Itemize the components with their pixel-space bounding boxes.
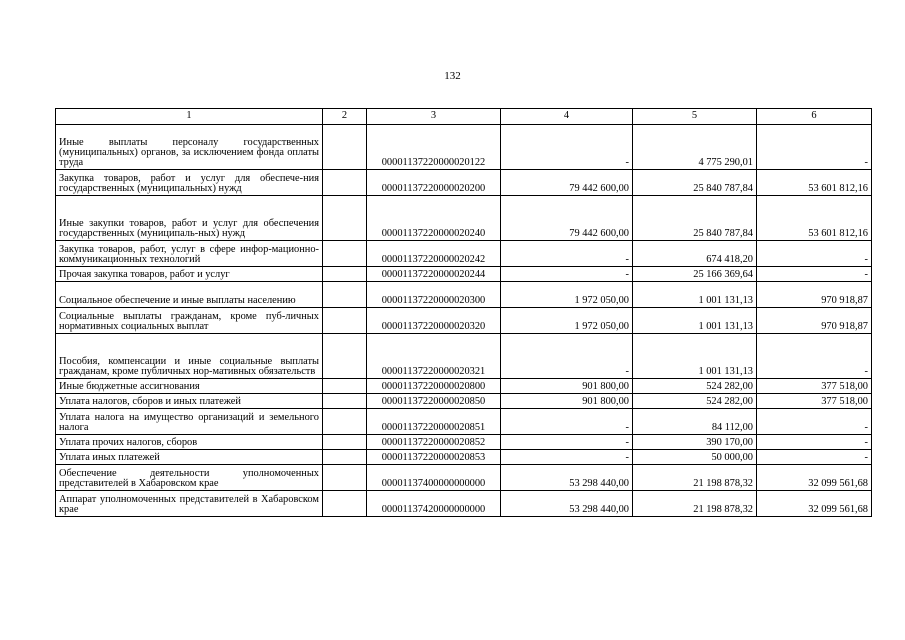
row-code: 00001137220000020300 — [367, 282, 501, 308]
row-approved: 901 800,00 — [501, 394, 633, 409]
row-remaining: - — [757, 435, 872, 450]
row-name: Социальное обеспечение и иные выплаты населению — [56, 282, 323, 308]
row-approved: 53 298 440,00 — [501, 465, 633, 491]
table-header-row — [56, 109, 872, 125]
row-name: Закупка товаров, работ и услуг для обеспече-ния государственных (муниципальных) нужд — [56, 170, 323, 196]
row-executed: 1 001 131,13 — [633, 282, 757, 308]
row-executed: 84 112,00 — [633, 409, 757, 435]
row-col2 — [323, 450, 367, 465]
table-row — [56, 450, 872, 465]
row-approved: 1 972 050,00 — [501, 308, 633, 334]
row-name: Аппарат уполномоченных представителей в Хабаровском крае — [56, 491, 323, 517]
row-name: Уплата иных платежей — [56, 450, 323, 465]
row-code: 00001137220000020851 — [367, 409, 501, 435]
row-col2 — [323, 334, 367, 379]
row-code: 00001137220000020244 — [367, 267, 501, 282]
row-name: Уплата прочих налогов, сборов — [56, 435, 323, 450]
table-row — [56, 125, 872, 170]
row-executed: 524 282,00 — [633, 394, 757, 409]
row-remaining: 970 918,87 — [757, 282, 872, 308]
row-approved: - — [501, 450, 633, 465]
column-header-1: 1 — [56, 109, 323, 125]
row-executed: 25 166 369,64 — [633, 267, 757, 282]
row-remaining: - — [757, 450, 872, 465]
row-remaining: 32 099 561,68 — [757, 465, 872, 491]
row-code: 00001137220000020242 — [367, 241, 501, 267]
row-code: 00001137220000020240 — [367, 196, 501, 241]
row-remaining: - — [757, 125, 872, 170]
row-name: Уплата налогов, сборов и иных платежей — [56, 394, 323, 409]
budget-execution-table — [55, 108, 872, 517]
row-approved: 901 800,00 — [501, 379, 633, 394]
row-executed: 1 001 131,13 — [633, 334, 757, 379]
page-number: 132 — [444, 70, 461, 82]
row-approved: - — [501, 125, 633, 170]
table-row — [56, 267, 872, 282]
row-executed: 25 840 787,84 — [633, 170, 757, 196]
row-remaining: - — [757, 267, 872, 282]
row-code: 00001137220000020800 — [367, 379, 501, 394]
row-col2 — [323, 196, 367, 241]
row-approved: - — [501, 267, 633, 282]
table-row — [56, 282, 872, 308]
row-col2 — [323, 491, 367, 517]
column-header-2: 2 — [323, 109, 367, 125]
column-header-6: 6 — [757, 109, 872, 125]
row-remaining: - — [757, 241, 872, 267]
row-executed: 25 840 787,84 — [633, 196, 757, 241]
table-row — [56, 334, 872, 379]
row-executed: 524 282,00 — [633, 379, 757, 394]
row-approved: 79 442 600,00 — [501, 170, 633, 196]
row-remaining: 377 518,00 — [757, 394, 872, 409]
row-col2 — [323, 282, 367, 308]
row-executed: 21 198 878,32 — [633, 491, 757, 517]
row-name: Уплата налога на имущество организаций и земельного налога — [56, 409, 323, 435]
row-name: Обеспечение деятельности уполномоченных представителей в Хабаровском крае — [56, 465, 323, 491]
row-remaining: 970 918,87 — [757, 308, 872, 334]
table-row — [56, 435, 872, 450]
row-executed: 4 775 290,01 — [633, 125, 757, 170]
table-row — [56, 394, 872, 409]
row-name: Иные закупки товаров, работ и услуг для обеспечения государственных (муниципаль-ных) нужд — [56, 196, 323, 241]
row-code: 00001137220000020850 — [367, 394, 501, 409]
row-name: Иные выплаты персоналу государственных (муниципальных) органов, за исключением фонда оплаты труда — [56, 125, 323, 170]
row-approved: - — [501, 409, 633, 435]
row-approved: - — [501, 334, 633, 379]
row-col2 — [323, 170, 367, 196]
row-name: Прочая закупка товаров, работ и услуг — [56, 267, 323, 282]
row-code: 00001137220000020853 — [367, 450, 501, 465]
table-row — [56, 379, 872, 394]
row-executed: 1 001 131,13 — [633, 308, 757, 334]
table-row — [56, 308, 872, 334]
row-code: 00001137220000020320 — [367, 308, 501, 334]
row-col2 — [323, 409, 367, 435]
table-row — [56, 241, 872, 267]
row-approved: - — [501, 435, 633, 450]
row-code: 00001137220000020122 — [367, 125, 501, 170]
table-row — [56, 465, 872, 491]
row-col2 — [323, 379, 367, 394]
row-executed: 674 418,20 — [633, 241, 757, 267]
row-col2 — [323, 267, 367, 282]
row-remaining: 53 601 812,16 — [757, 196, 872, 241]
row-code: 00001137220000020321 — [367, 334, 501, 379]
row-approved: - — [501, 241, 633, 267]
row-executed: 21 198 878,32 — [633, 465, 757, 491]
row-name: Социальные выплаты гражданам, кроме пуб-личных нормативных социальных выплат — [56, 308, 323, 334]
row-name: Закупка товаров, работ, услуг в сфере инфор-мационно-коммуникационных технологий — [56, 241, 323, 267]
row-col2 — [323, 394, 367, 409]
row-name: Иные бюджетные ассигнования — [56, 379, 323, 394]
row-name: Пособия, компенсации и иные социальные выплаты гражданам, кроме публичных нор-мативных обязательств — [56, 334, 323, 379]
row-executed: 390 170,00 — [633, 435, 757, 450]
row-code: 00001137400000000000 — [367, 465, 501, 491]
row-col2 — [323, 308, 367, 334]
table-row — [56, 170, 872, 196]
table-row — [56, 409, 872, 435]
row-remaining: 377 518,00 — [757, 379, 872, 394]
row-remaining: 53 601 812,16 — [757, 170, 872, 196]
row-approved: 53 298 440,00 — [501, 491, 633, 517]
column-header-3: 3 — [367, 109, 501, 125]
row-col2 — [323, 125, 367, 170]
row-approved: 79 442 600,00 — [501, 196, 633, 241]
row-code: 00001137420000000000 — [367, 491, 501, 517]
row-remaining: - — [757, 334, 872, 379]
row-remaining: - — [757, 409, 872, 435]
row-col2 — [323, 435, 367, 450]
row-approved: 1 972 050,00 — [501, 282, 633, 308]
row-executed: 50 000,00 — [633, 450, 757, 465]
row-col2 — [323, 241, 367, 267]
row-code: 00001137220000020200 — [367, 170, 501, 196]
column-header-5: 5 — [633, 109, 757, 125]
table-row — [56, 491, 872, 517]
row-remaining: 32 099 561,68 — [757, 491, 872, 517]
row-code: 00001137220000020852 — [367, 435, 501, 450]
row-col2 — [323, 465, 367, 491]
table-row — [56, 196, 872, 241]
column-header-4: 4 — [501, 109, 633, 125]
